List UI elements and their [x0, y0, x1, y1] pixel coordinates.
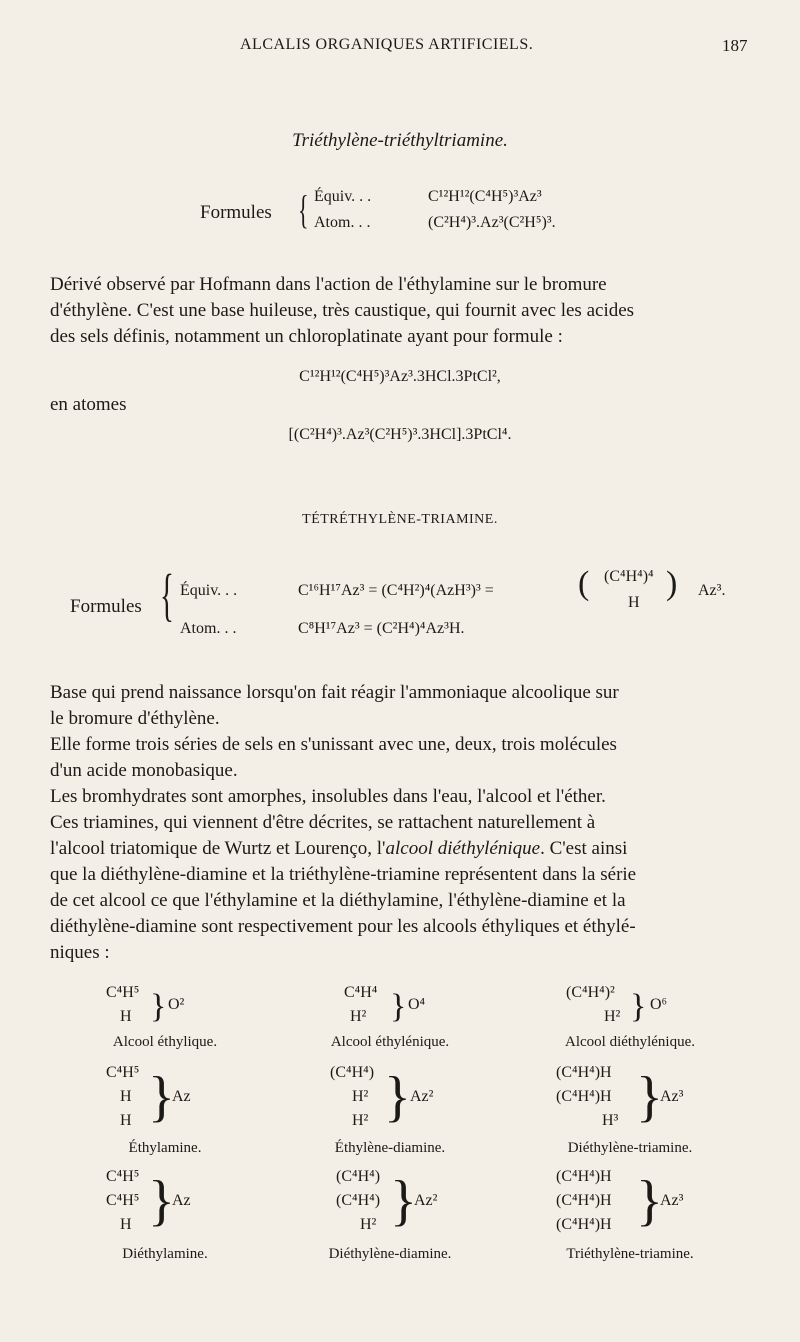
- atom-formula: (C²H⁴)³.Az³(C²H⁵)³.: [428, 214, 556, 231]
- caption: Alcool éthylique.: [112, 1034, 218, 1050]
- atom-formula: C⁸H¹⁷Az³ = (C²H⁴)⁴Az³H.: [298, 620, 465, 637]
- text-line: Elle forme trois séries de sels en s'unissant avec une, deux, trois molécules: [50, 734, 617, 755]
- caption: Diéthylène-triamine.: [567, 1140, 693, 1156]
- formula-top: (C⁴H⁴)²: [566, 984, 615, 1001]
- formula-right: O⁶: [650, 996, 668, 1013]
- formula-right: O⁴: [408, 996, 426, 1013]
- formula-line: C⁴H⁵: [106, 1192, 140, 1209]
- formula-line: H³: [602, 1112, 619, 1129]
- formula-line: H: [120, 1216, 132, 1233]
- formula-line: C⁴H⁵: [106, 1064, 140, 1081]
- running-header: [0, 36, 800, 60]
- chloroplatinate-equiv: C¹²H¹²(C⁴H⁵)³Az³.3HCl.3PtCl²,: [299, 368, 501, 385]
- equiv-formula: C¹⁶H¹⁷Az³ = (C⁴H²)⁴(AzH³)³ =: [298, 582, 494, 599]
- caption: Alcool diéthylénique.: [565, 1034, 695, 1050]
- paren-right: ): [666, 565, 678, 602]
- body-text: [50, 680, 750, 966]
- formula-line: (C⁴H⁴): [330, 1064, 375, 1081]
- text-span: l'alcool triatomique de Wurtz et Lourenço, l': [50, 838, 386, 859]
- equiv-right-az: Az³.: [698, 582, 726, 599]
- text-line: Les bromhydrates sont amorphes, insolubles dans l'eau, l'alcool et l'éther.: [50, 786, 606, 807]
- brace: }: [636, 1170, 663, 1232]
- text-line: Base qui prend naissance lorsqu'on fait réagir l'ammoniaque alcoolique sur: [50, 682, 619, 703]
- formula-bottom: H²: [350, 1008, 367, 1025]
- caption: Alcool éthylénique.: [330, 1034, 450, 1050]
- text-line: de cet alcool ce que l'éthylamine et la diéthylamine, l'éthylène-diamine et la: [50, 890, 626, 911]
- formula-right: Az²: [410, 1088, 434, 1105]
- brace: }: [150, 988, 167, 1025]
- formula-right: Az: [172, 1088, 191, 1105]
- brace: }: [636, 1066, 663, 1128]
- brace: }: [390, 988, 407, 1025]
- formula-right: Az: [172, 1192, 191, 1209]
- formula-line: (C⁴H⁴)H: [556, 1216, 612, 1233]
- brace: {: [298, 187, 309, 232]
- en-atomes-label: en atomes: [50, 394, 127, 415]
- formula-line: H²: [352, 1088, 369, 1105]
- equiv-label: Équiv. . .: [314, 188, 372, 205]
- alcool-diethylenique-italic: alcool diéthylénique: [385, 838, 541, 859]
- text-line: Ces triamines, qui viennent d'être décrites, se rattachent naturellement à: [50, 812, 596, 833]
- formula-line: (C⁴H⁴): [336, 1192, 381, 1209]
- brace: }: [630, 988, 647, 1025]
- page-number: 187: [722, 36, 748, 55]
- table-cell-diethylamine: [80, 1168, 250, 1268]
- equiv-label: Équiv. . .: [180, 582, 238, 599]
- formula-right: O²: [168, 996, 185, 1013]
- section-heading-tetraethylene: TÉTRÉTHYLÈNE-TRIAMINE.: [302, 512, 498, 527]
- formula-line: (C⁴H⁴)H: [556, 1168, 612, 1185]
- brace: }: [390, 1170, 417, 1232]
- text-span: . C'est ainsi: [540, 838, 628, 859]
- text-line: le bromure d'éthylène.: [50, 708, 220, 729]
- text-line: d'un acide monobasique.: [50, 760, 238, 781]
- formula-bottom: H²: [604, 1008, 621, 1025]
- formula-top: C⁴H⁵: [106, 984, 140, 1001]
- formula-line: H²: [360, 1216, 377, 1233]
- atom-label: Atom. . .: [180, 620, 237, 637]
- text-line: [50, 836, 750, 862]
- brace: }: [384, 1066, 411, 1128]
- formulas-tetraethylene: [70, 562, 750, 642]
- formula-line: H: [120, 1088, 132, 1105]
- formula-right: Az³: [660, 1192, 684, 1209]
- caption: Éthylamine.: [128, 1140, 202, 1156]
- brace: }: [148, 1066, 175, 1128]
- formules-label: Formules: [200, 202, 272, 223]
- table-cell-diethylene-triamine: [530, 1064, 730, 1164]
- brace: {: [160, 562, 174, 627]
- formula-right: Az²: [414, 1192, 438, 1209]
- formula-line: (C⁴H⁴)H: [556, 1064, 612, 1081]
- brace: }: [148, 1170, 175, 1232]
- caption: Diéthylène-diamine.: [328, 1246, 452, 1262]
- formula-line: C⁴H⁵: [106, 1168, 140, 1185]
- table-cell-alcool-ethylenique: [300, 984, 470, 1054]
- formula-line: (C⁴H⁴)H: [556, 1088, 612, 1105]
- caption: Diéthylamine.: [122, 1246, 208, 1262]
- atom-label: Atom. . .: [314, 214, 371, 231]
- table-cell-ethylamine: [80, 1064, 250, 1164]
- text-line: niques :: [50, 942, 110, 963]
- text-line: diéthylène-diamine sont respectivement pour les alcools éthyliques et éthylé-: [50, 916, 636, 937]
- formula-right: Az³: [660, 1088, 684, 1105]
- text-line: que la diéthylène-diamine et la triéthylène-triamine représentent dans la série: [50, 864, 637, 885]
- table-cell-alcool-ethylique: [80, 984, 250, 1054]
- equiv-right-bottom: H: [628, 594, 640, 611]
- formula-top: C⁴H⁴: [344, 984, 378, 1001]
- formula-line: (C⁴H⁴): [336, 1168, 381, 1185]
- formula-line: H²: [352, 1112, 369, 1129]
- chloroplatinate-atom: [(C²H⁴)³.Az³(C²H⁵)³.3HCl].3PtCl⁴.: [288, 426, 512, 443]
- caption: Éthylène-diamine.: [334, 1140, 446, 1156]
- text-line: d'éthylène. C'est une base huileuse, très caustique, qui fournit avec les acides: [50, 300, 635, 321]
- caption: Triéthylène-triamine.: [566, 1246, 694, 1262]
- text-line: des sels définis, notamment un chloroplatinate ayant pour formule :: [50, 326, 563, 347]
- text-line: Dérivé observé par Hofmann dans l'action de l'éthylamine sur le bromure: [50, 274, 607, 295]
- formula-bottom: H: [120, 1008, 132, 1025]
- paren-left: (: [578, 565, 590, 602]
- table-cell-diethylene-diamine: [300, 1168, 480, 1268]
- formules-label: Formules: [70, 596, 142, 617]
- formulas-triethylene: [200, 182, 620, 242]
- running-title: ALCALIS ORGANIQUES ARTIFICIELS.: [240, 36, 534, 53]
- table-cell-ethylene-diamine: [300, 1064, 480, 1164]
- paragraph-triethylene: [50, 272, 750, 350]
- formula-line: H: [120, 1112, 132, 1129]
- table-cell-triethylene-triamine: [530, 1168, 730, 1268]
- equiv-right-top: (C⁴H⁴)⁴: [604, 568, 654, 585]
- equiv-formula: C¹²H¹²(C⁴H⁵)³Az³: [428, 188, 542, 205]
- table-cell-alcool-diethylenique: [530, 984, 730, 1054]
- section-heading-triethylene: Triéthylène-triéthyltriamine.: [292, 130, 508, 151]
- formula-line: (C⁴H⁴)H: [556, 1192, 612, 1209]
